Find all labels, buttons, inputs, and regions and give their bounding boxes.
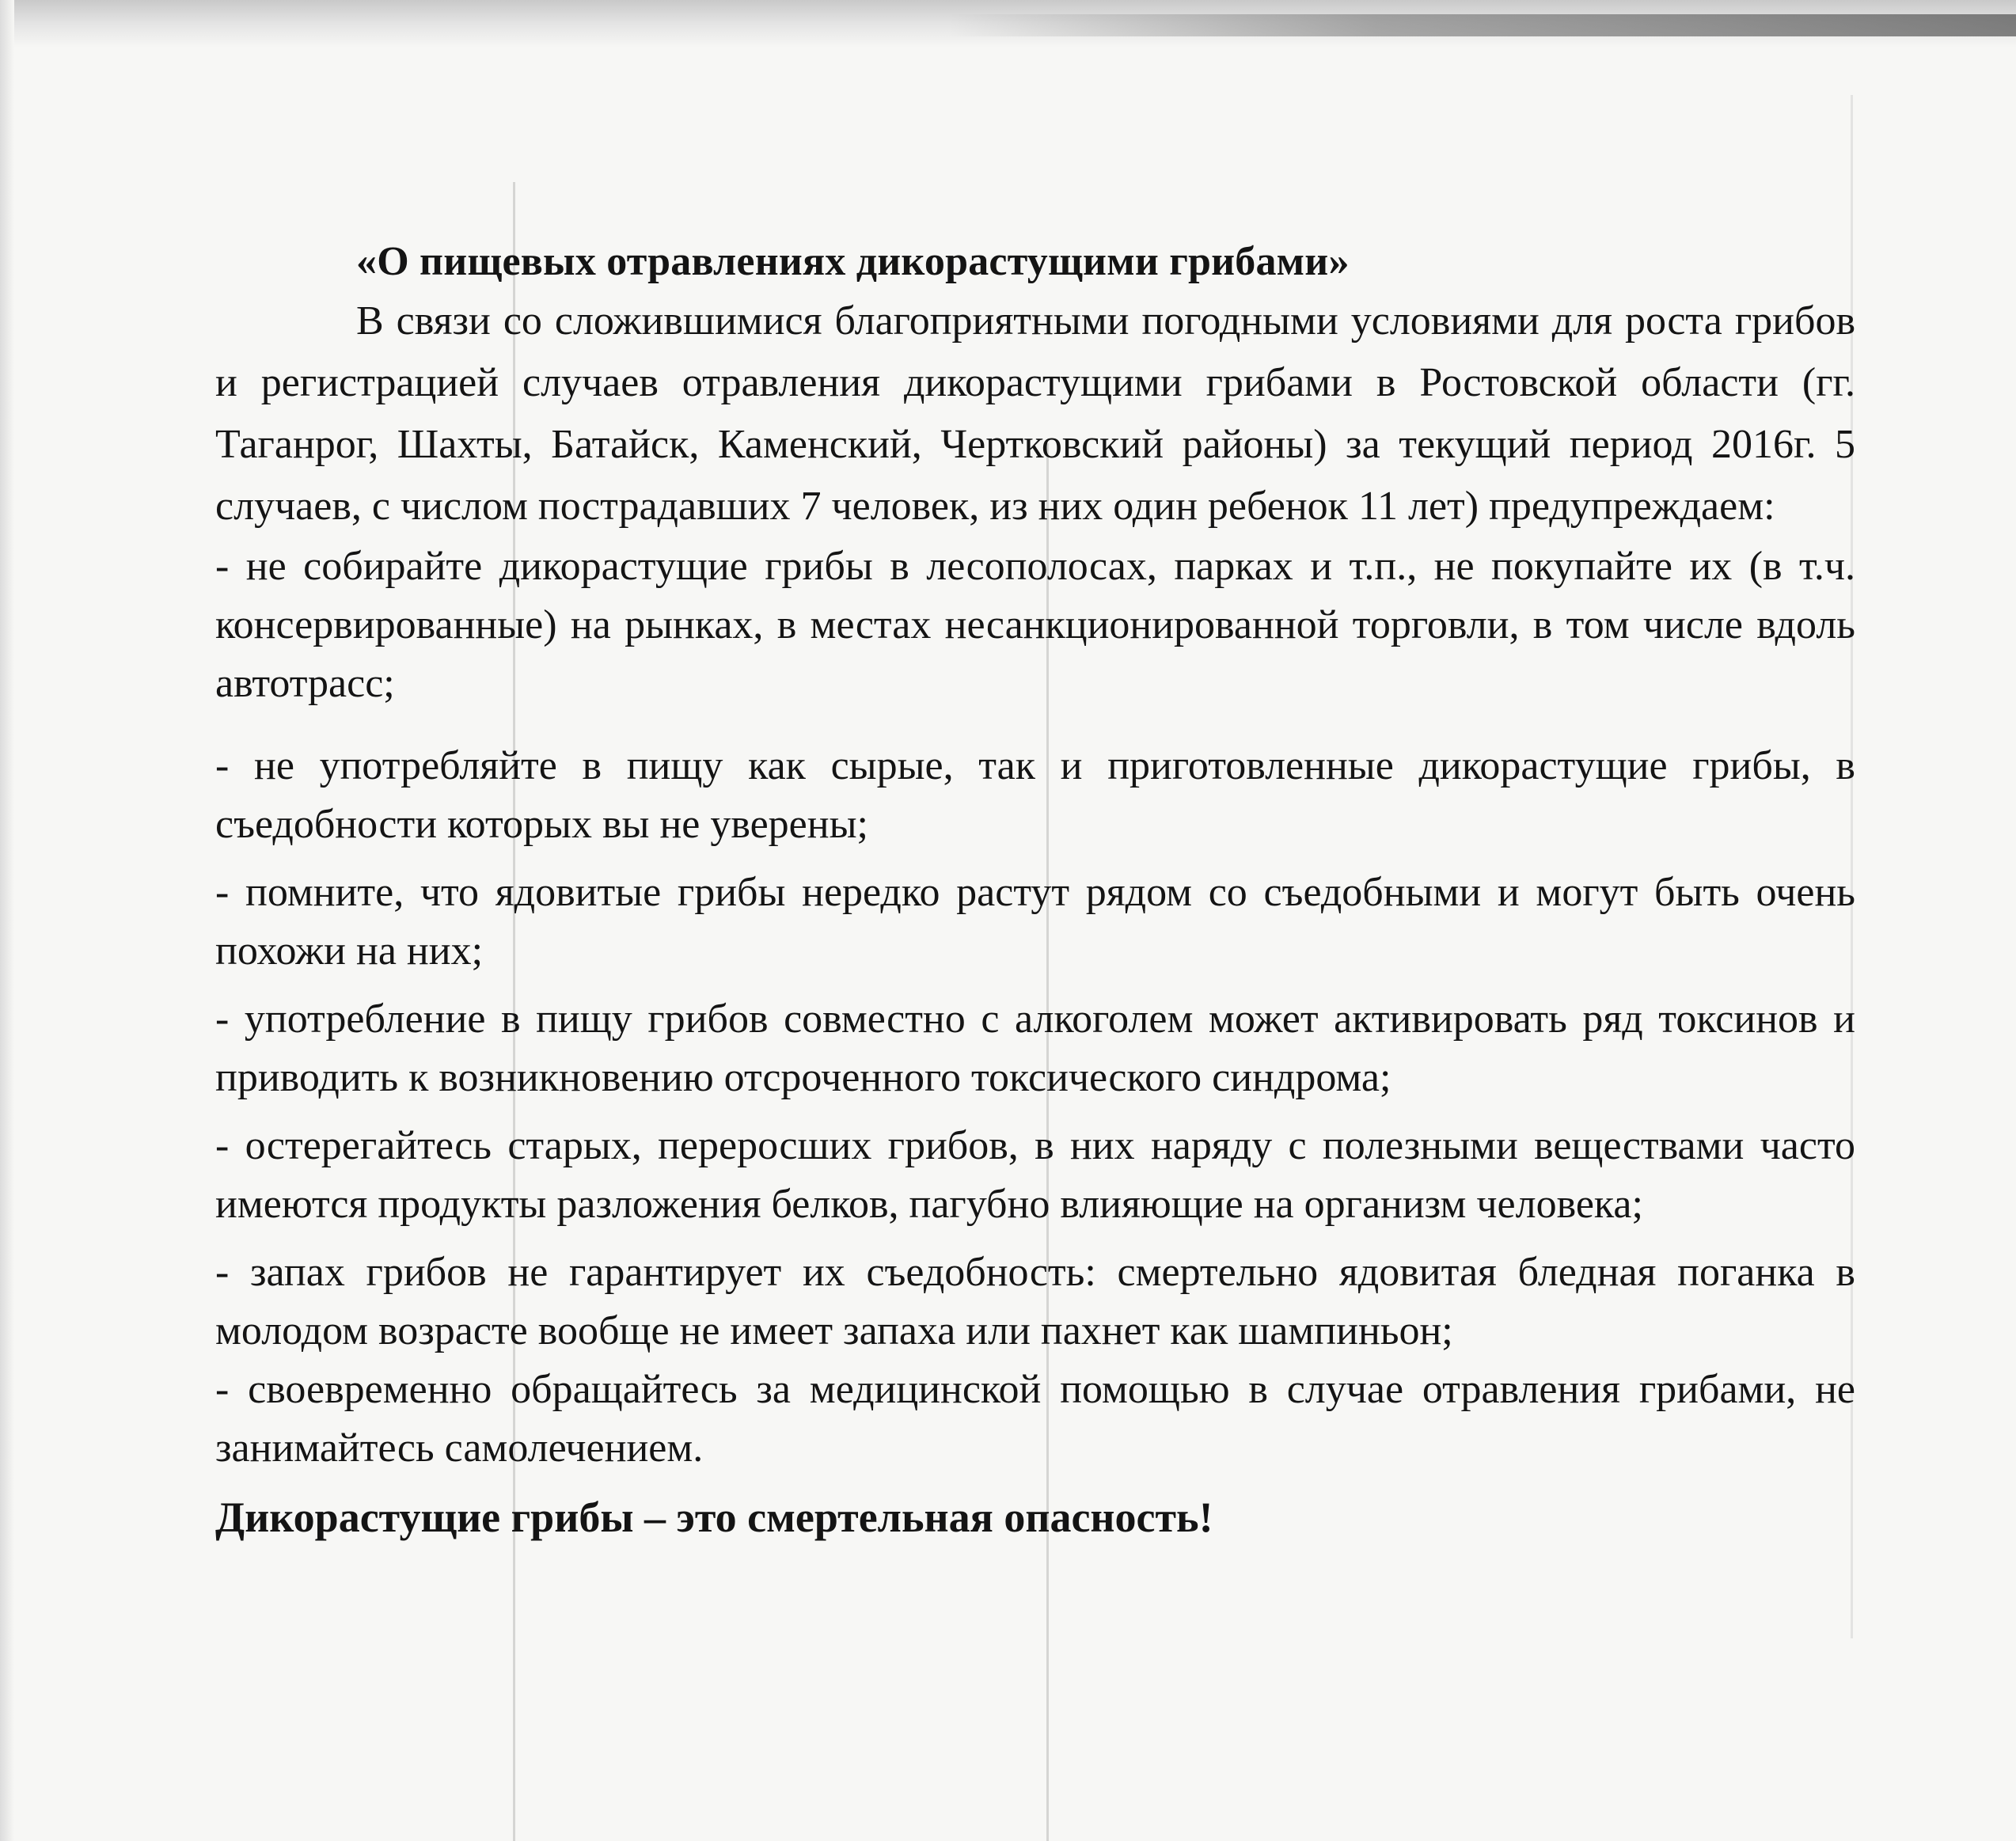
- list-item: - не собирайте дикорастущие грибы в лесополосах, парках и т.п., не покупайте их (в т.ч. консервированные) на рынках, в местах несанкционированной торговли, в том числе вдоль автотрасс;: [215, 544, 1855, 706]
- list-item: - помните, что ядовитые грибы нередко растут рядом со съедобными и могут быть очень похожи на них;: [215, 870, 1855, 974]
- list-item: - остерегайтесь старых, переросших грибов, в них наряду с полезными веществами часто имеются продукты разложения белков, пагубно влияющие на организм человека;: [215, 1123, 1855, 1227]
- scan-artifact-top-dark: [950, 14, 2016, 36]
- scan-artifact-left-edge: [0, 0, 14, 1841]
- document-page: [215, 233, 1855, 1551]
- list-item: - своевременно обращайтесь за медицинской помощью в случае отравления грибами, не занимайтесь самолечением.: [215, 1367, 1855, 1471]
- document-title: «О пищевых отравлениях дикорастущими грибами»: [356, 239, 1350, 284]
- intro-paragraph: В связи со сложившимися благоприятными погодными условиями для роста грибов и регистрацией случаев отравления дикорастущими грибами в Ростовской области (гг. Таганрог, Шахты, Батайск, Каменский, Чертковский районы) за текущий период 2016г. 5 случаев, с числом пострадавших 7 человек, из них один ребенок 11 лет) предупреждаем:: [215, 298, 1855, 529]
- list-item: - употребление в пищу грибов совместно с алкоголем может активировать ряд токсинов и приводить к возникновению отсроченного токсического синдрома;: [215, 996, 1855, 1100]
- list-item: - не употребляйте в пищу как сырые, так и приготовленные дикорастущие грибы, в съедобности которых вы не уверены;: [215, 743, 1855, 847]
- closing-warning: Дикорастущие грибы – это смертельная опасность!: [215, 1494, 1213, 1541]
- list-item: - запах грибов не гарантирует их съедобность: смертельно ядовитая бледная поганка в молодом возрасте вообще не имеет запаха или пахнет как шампиньон;: [215, 1250, 1855, 1353]
